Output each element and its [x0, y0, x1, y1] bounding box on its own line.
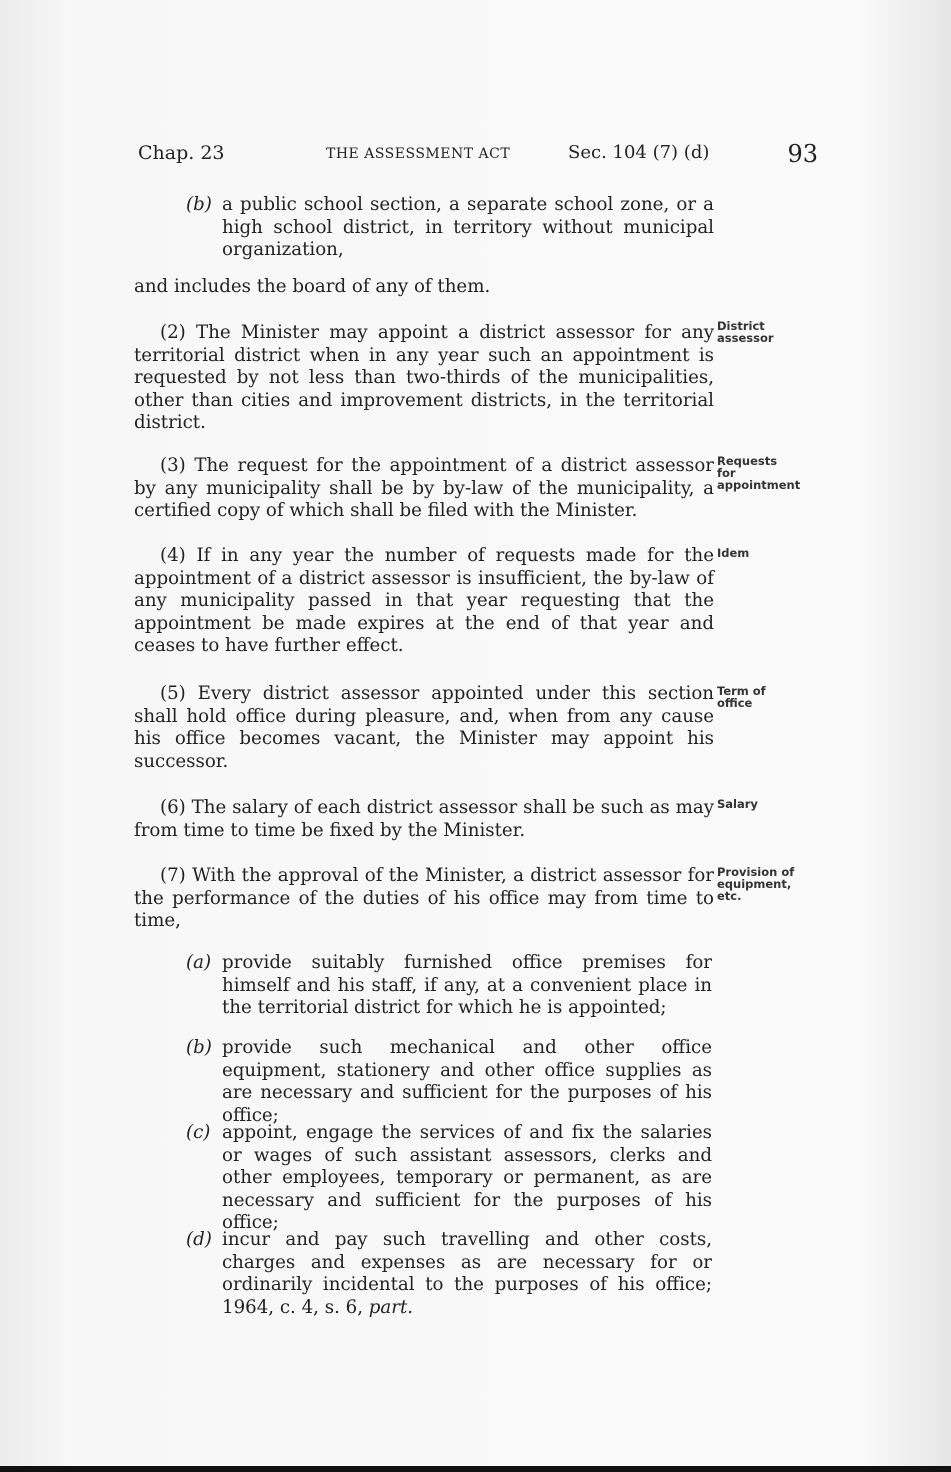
scan-edge — [0, 1466, 951, 1472]
clause-c-text: appoint, engage the services of and fix the salaries or wages of such assistant assessors, clerks and other employees, temporary or permanent, as are necessary and sufficient for the purposes of his office; — [222, 1122, 712, 1233]
clause-b-label: (b) — [186, 194, 212, 215]
clause-b-intro — [186, 194, 714, 262]
chapter-label: Chap. 23 — [138, 142, 225, 164]
margin-note-requests: Requests for appointment — [717, 454, 801, 492]
margin-note-term: Term of office — [717, 684, 766, 710]
subsection-4: (4) If in any year the number of requests made for the appointment of a district assessor is insufficient, the by-law of any municipality passed in that year requesting that the appointment be made expires at the end of that year and ceases to have further effect. — [134, 545, 714, 656]
margin-note-salary: Salary — [717, 797, 758, 811]
clause-d-label: (d) — [186, 1229, 212, 1250]
clause-b-text: a public school section, a separate school zone, or a high school district, in territory without municipal organization, — [222, 194, 714, 260]
subsection-7: (7) With the approval of the Minister, a district assessor for the performance of the duties of his office may from time to time, — [134, 865, 714, 931]
clause-b — [186, 1037, 712, 1127]
clause-a — [186, 952, 712, 1020]
clause-a-text: provide suitably furnished office premises for himself and his staff, if any, at a convenient place in the territorial district for which he is appointed; — [222, 952, 712, 1018]
margin-note-district-assessor: District assessor — [717, 319, 774, 345]
subsection-6: (6) The salary of each district assessor shall be such as may from time to time be fixed by the Minister. — [134, 797, 714, 841]
clause-d-text: incur and pay such travelling and other costs, charges and expenses as are necessary for or ordinarily incidental to the purposes of his office; 1964, c. 4, s. 6, — [222, 1229, 712, 1318]
clause-c — [186, 1122, 712, 1235]
section-reference: Sec. 104 (7) (d) — [568, 142, 710, 163]
running-title: THE ASSESSMENT ACT — [326, 146, 511, 162]
subsection-2: (2) The Minister may appoint a district assessor for any territorial district when in any year such an appointment is requested by not less than two-thirds of the municipalities, other than cities and improvement districts, in the territorial district. — [134, 322, 714, 433]
clause-d — [186, 1229, 712, 1319]
clause-b-equipment-label: (b) — [186, 1037, 212, 1058]
clause-c-label: (c) — [186, 1122, 211, 1143]
clause-b-equipment-text: provide such mechanical and other office equipment, stationery and other office supplies as are necessary and sufficient for the purposes of his office; — [222, 1037, 712, 1126]
page-number: 93 — [787, 140, 818, 168]
subsection-3: (3) The request for the appointment of a district assessor by any municipality shall be by by-law of the municipality, a certified copy of which shall be filed with the Minister. — [134, 455, 714, 521]
page-header — [138, 142, 818, 172]
clause-a-label: (a) — [186, 952, 212, 973]
subsection-5: (5) Every district assessor appointed under this section shall hold office during pleasure, and, when from any cause his office becomes vacant, the Minister may appoint his successor. — [134, 683, 714, 772]
includes-line: and includes the board of any of them. — [134, 276, 491, 297]
margin-note-idem: Idem — [717, 546, 750, 560]
margin-note-provision: Provision of equipment, etc. — [717, 865, 795, 903]
clause-d-part: part. — [368, 1296, 414, 1318]
